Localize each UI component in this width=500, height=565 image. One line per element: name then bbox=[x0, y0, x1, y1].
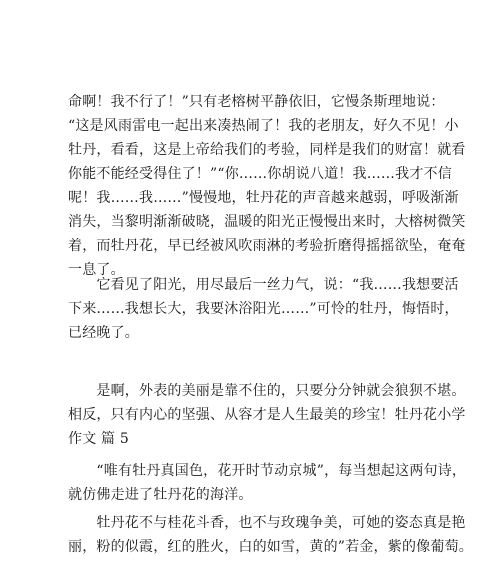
paragraph-2 bbox=[68, 273, 463, 345]
text-line: 相反，只有内心的坚强、从容才是人生最美的珍宝！牡丹花小学 bbox=[68, 407, 466, 423]
text-line: 丽，粉的似霞，红的胜火，白的如雪，黄的”若金，紫的像葡萄。 bbox=[68, 539, 473, 555]
paragraph-3 bbox=[68, 379, 466, 451]
text-line: 着，而牡丹花，早已经被风吹雨淋的考验折磨得摇摇欲坠，奄奄 bbox=[68, 238, 466, 254]
text-line: 命啊！我不行了！”只有老榕树平静依旧，它慢条斯理地说： bbox=[68, 94, 445, 110]
text-line: 已经晚了。 bbox=[68, 325, 139, 341]
text-line: “这是风雨雷电一起出来凑热闹了！我的老朋友，好久不见！小 bbox=[68, 118, 459, 134]
text-line: 消失，当黎明渐渐破晓，温暖的阳光正慢慢出来时，大榕树微笑 bbox=[68, 214, 466, 230]
text-line: 呢！我……我……”慢慢地，牡丹花的声音越来越弱，呼吸渐渐 bbox=[68, 190, 459, 206]
text-line: 下来……我想长大，我要沐浴阳光……”可怜的牡丹，悔悟时， bbox=[68, 301, 459, 317]
paragraph-5 bbox=[68, 511, 473, 559]
text-line: 牡丹，看看，这是上帝给我们的考验，同样是我们的财富！就看 bbox=[68, 142, 466, 158]
text-line: 就仿佛走进了牡丹花的海洋。 bbox=[68, 487, 253, 503]
text-line: 是啊，外表的美丽是靠不住的，只要分分钟就会狼狈不堪。 bbox=[68, 383, 466, 399]
paragraph-1 bbox=[68, 90, 466, 282]
text-line: 你能不能经受得住了！”“你……你胡说八道！我……我才不信 bbox=[68, 166, 452, 182]
text-line: 一息了。 bbox=[68, 262, 125, 278]
text-line: “唯有牡丹真国色，花开时节动京城”，每当想起这两句诗， bbox=[68, 463, 467, 479]
section-heading: 作文 篇 5 bbox=[68, 431, 130, 447]
text-line: 它看见了阳光，用尽最后一丝力气，说：“我……我想要活 bbox=[68, 277, 459, 293]
text-line: 牡丹花不与桂花斗香，也不与玫瑰争美，可她的姿态真是艳 bbox=[68, 515, 466, 531]
paragraph-4 bbox=[68, 459, 467, 507]
